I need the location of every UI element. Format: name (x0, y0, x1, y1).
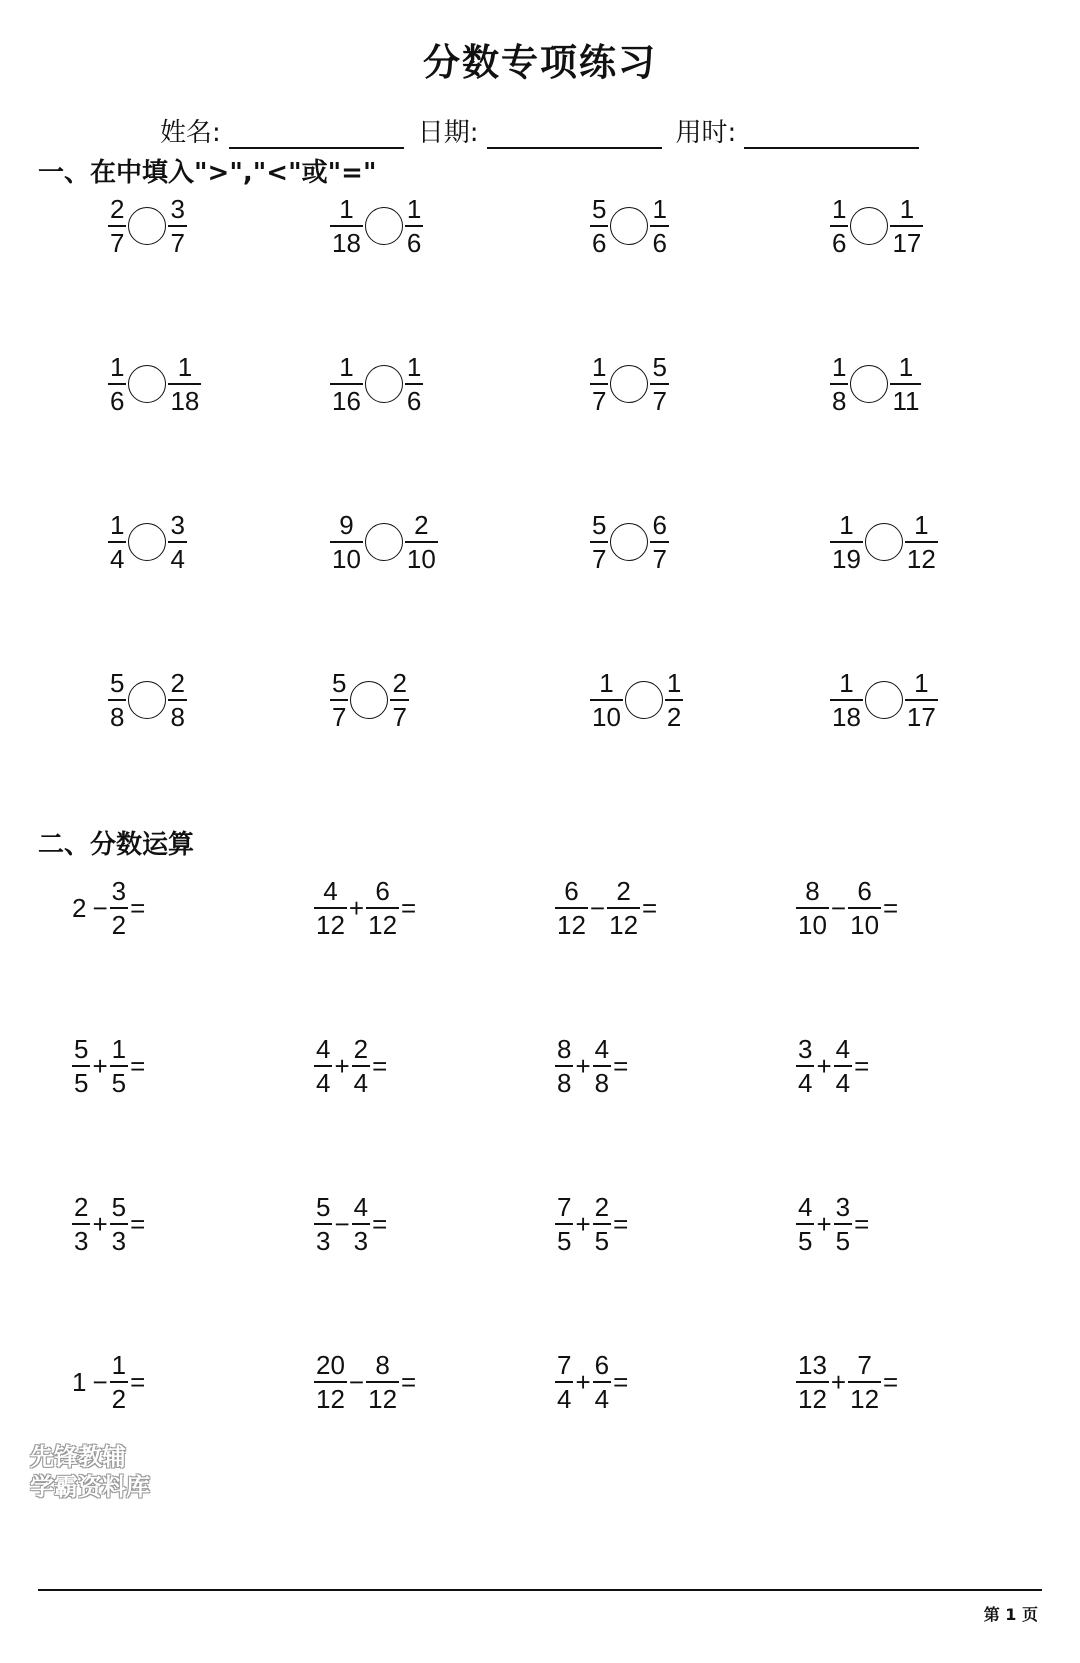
calculation-item (796, 878, 900, 938)
operator: + (334, 1050, 350, 1081)
footer-divider (38, 1589, 1042, 1591)
date-blank[interactable] (487, 123, 662, 149)
comparison-item (108, 670, 187, 730)
left-fraction (590, 512, 608, 572)
first-fraction (555, 1036, 573, 1096)
numerator: 8 (375, 1350, 390, 1380)
numerator: 6 (652, 510, 667, 540)
second-fraction (352, 1194, 370, 1254)
comparison-item (330, 354, 423, 414)
denominator: 7 (170, 228, 185, 258)
second-fraction (607, 878, 640, 938)
denominator: 12 (609, 910, 639, 940)
left-fraction (108, 670, 126, 730)
numerator: 1 (111, 1350, 127, 1380)
numerator: 4 (798, 1192, 813, 1222)
watermark (30, 1442, 150, 1502)
operator: + (816, 1208, 832, 1239)
right-fraction (168, 512, 186, 572)
answer-circle[interactable] (850, 365, 888, 403)
numerator: 5 (110, 668, 125, 698)
numerator: 1 (839, 668, 854, 698)
denominator: 19 (832, 544, 861, 574)
first-fraction (555, 1352, 573, 1412)
denominator: 12 (368, 1384, 398, 1414)
operator: − (830, 892, 847, 923)
equals-sign: = (130, 892, 146, 923)
operator: + (348, 892, 365, 923)
numerator: 2 (110, 194, 125, 224)
comparison-item (108, 512, 187, 572)
calculation-item (314, 1352, 418, 1412)
denominator: 7 (652, 544, 667, 574)
right-fraction (168, 354, 201, 414)
student-info-row (160, 112, 933, 149)
denominator: 3 (316, 1226, 331, 1256)
numerator: 1 (406, 194, 422, 224)
left-fraction (590, 354, 608, 414)
numerator: 5 (592, 510, 607, 540)
denominator: 2 (111, 910, 127, 940)
numerator: 2 (414, 510, 429, 540)
first-fraction (72, 1194, 90, 1254)
right-fraction (405, 354, 423, 414)
answer-circle[interactable] (128, 681, 166, 719)
denominator: 3 (111, 1226, 127, 1256)
comparison-item (108, 354, 201, 414)
comparison-item (330, 196, 423, 256)
first-fraction (555, 878, 588, 938)
numerator: 4 (835, 1034, 851, 1064)
denominator: 4 (353, 1068, 369, 1098)
comparison-item (108, 196, 187, 256)
numerator: 1 (599, 668, 614, 698)
denominator: 11 (892, 386, 920, 416)
denominator: 10 (850, 910, 880, 940)
first-fraction (796, 1036, 814, 1096)
equals-sign: = (613, 1208, 629, 1239)
equals-sign: = (130, 1366, 146, 1397)
numerator: 20 (316, 1350, 345, 1380)
numerator: 1 (914, 510, 929, 540)
right-fraction (890, 196, 923, 256)
watermark-line1: 先锋教辅 (30, 1443, 126, 1471)
equals-sign: = (642, 892, 658, 923)
second-fraction (366, 1352, 399, 1412)
denominator: 5 (557, 1226, 572, 1256)
second-fraction (110, 1194, 128, 1254)
denominator: 5 (798, 1226, 813, 1256)
name-label: 姓名: (160, 118, 221, 148)
second-fraction (834, 1194, 852, 1254)
equals-sign: = (401, 1366, 417, 1397)
calculation-item (796, 1194, 871, 1254)
second-fraction (110, 1352, 128, 1412)
denominator: 8 (594, 1068, 610, 1098)
numerator: 2 (616, 876, 631, 906)
second-fraction (110, 1036, 128, 1096)
first-fraction (314, 878, 347, 938)
denominator: 17 (906, 702, 936, 732)
answer-circle[interactable] (350, 681, 388, 719)
operator: − (348, 1366, 365, 1397)
denominator: 5 (835, 1226, 851, 1256)
left-fraction (830, 196, 848, 256)
numerator: 3 (111, 876, 127, 906)
right-fraction (650, 512, 668, 572)
denominator: 10 (332, 544, 361, 574)
numerator: 5 (592, 194, 607, 224)
whole-number: 1 (72, 1366, 87, 1397)
calculation-item (72, 1194, 147, 1254)
denominator: 5 (594, 1226, 610, 1256)
answer-circle[interactable] (365, 207, 403, 245)
operator: + (830, 1366, 847, 1397)
denominator: 16 (332, 386, 361, 416)
first-fraction (314, 1352, 347, 1412)
answer-circle[interactable] (610, 365, 648, 403)
answer-circle[interactable] (128, 523, 166, 561)
denominator: 3 (74, 1226, 89, 1256)
denominator: 5 (74, 1068, 89, 1098)
comparison-item (590, 354, 669, 414)
right-fraction (390, 670, 408, 730)
comparison-item (830, 196, 923, 256)
denominator: 7 (392, 702, 407, 732)
page-title: 分数专项练习 (423, 41, 657, 84)
numerator: 4 (353, 1192, 369, 1222)
denominator: 4 (594, 1384, 610, 1414)
numerator: 5 (652, 352, 667, 382)
calculation-item (555, 1036, 630, 1096)
operator: + (575, 1208, 591, 1239)
denominator: 18 (332, 228, 361, 258)
time-blank[interactable] (744, 123, 919, 149)
denominator: 12 (316, 910, 345, 940)
answer-circle[interactable] (610, 207, 648, 245)
numerator: 3 (170, 510, 185, 540)
calculation-item (314, 878, 418, 938)
answer-circle[interactable] (365, 523, 403, 561)
name-blank[interactable] (229, 123, 404, 149)
second-fraction (848, 878, 881, 938)
numerator: 4 (316, 1034, 331, 1064)
left-fraction (330, 354, 363, 414)
second-fraction (593, 1194, 611, 1254)
operator: + (575, 1050, 591, 1081)
denominator: 7 (110, 228, 125, 258)
equals-sign: = (613, 1366, 629, 1397)
equals-sign: = (372, 1208, 388, 1239)
time-label: 用时: (675, 118, 737, 148)
numerator: 2 (392, 668, 407, 698)
denominator: 10 (592, 702, 621, 732)
denominator: 7 (332, 702, 347, 732)
numerator: 8 (557, 1034, 572, 1064)
first-fraction (314, 1036, 332, 1096)
right-fraction (665, 670, 683, 730)
second-fraction (366, 878, 399, 938)
answer-circle[interactable] (850, 207, 888, 245)
equals-sign: = (613, 1050, 629, 1081)
answer-circle[interactable] (365, 365, 403, 403)
numerator: 7 (557, 1350, 572, 1380)
denominator: 17 (892, 228, 922, 258)
denominator: 6 (832, 228, 847, 258)
right-fraction (905, 670, 938, 730)
first-fraction (796, 1194, 814, 1254)
right-fraction (650, 196, 668, 256)
calculation-item (72, 1036, 147, 1096)
name-field[interactable] (160, 112, 404, 149)
left-fraction (590, 670, 623, 730)
whole-number: 2 (72, 892, 87, 923)
denominator: 8 (832, 386, 847, 416)
answer-circle[interactable] (128, 365, 166, 403)
operator: + (575, 1366, 591, 1397)
second-fraction (834, 1036, 852, 1096)
denominator: 18 (170, 386, 200, 416)
date-field[interactable] (418, 112, 662, 149)
answer-circle[interactable] (610, 523, 648, 561)
left-fraction (330, 512, 363, 572)
first-fraction (796, 1352, 829, 1412)
operator: − (92, 1366, 108, 1397)
date-label: 日期: (417, 118, 479, 148)
denominator: 6 (406, 228, 422, 258)
numerator: 1 (110, 510, 125, 540)
numerator: 1 (177, 352, 193, 382)
comparison-item (830, 354, 921, 414)
first-fraction (555, 1194, 573, 1254)
numerator: 1 (652, 194, 667, 224)
numerator: 8 (805, 876, 820, 906)
calculation-item (72, 1352, 147, 1412)
second-fraction (352, 1036, 370, 1096)
second-fraction (593, 1036, 611, 1096)
equals-sign: = (854, 1208, 870, 1239)
right-fraction (890, 354, 921, 414)
denominator: 2 (111, 1384, 127, 1414)
left-fraction (330, 670, 348, 730)
equals-sign: = (401, 892, 417, 923)
denominator: 7 (652, 386, 667, 416)
equals-sign: = (130, 1208, 146, 1239)
calculation-item (555, 878, 659, 938)
numerator: 7 (857, 1350, 872, 1380)
left-fraction (830, 354, 848, 414)
comparison-item (590, 196, 669, 256)
section2-title: 二、分数运算 (38, 830, 195, 860)
denominator: 4 (557, 1384, 572, 1414)
denominator: 12 (316, 1384, 345, 1414)
answer-circle[interactable] (625, 681, 663, 719)
numerator: 1 (592, 352, 607, 382)
left-fraction (590, 196, 608, 256)
numerator: 1 (111, 1034, 127, 1064)
page-number: 第 1 页 (983, 1605, 1038, 1624)
numerator: 1 (406, 352, 422, 382)
denominator: 3 (353, 1226, 369, 1256)
time-field[interactable] (676, 112, 920, 149)
left-fraction (108, 196, 126, 256)
right-fraction (405, 196, 423, 256)
equals-sign: = (372, 1050, 388, 1081)
numerator: 1 (339, 352, 354, 382)
numerator: 2 (353, 1034, 369, 1064)
second-fraction (593, 1352, 611, 1412)
denominator: 8 (170, 702, 185, 732)
comparison-item (330, 670, 409, 730)
first-fraction (72, 1036, 90, 1096)
left-fraction (330, 196, 363, 256)
answer-circle[interactable] (128, 207, 166, 245)
denominator: 8 (557, 1068, 572, 1098)
right-fraction (650, 354, 668, 414)
denominator: 4 (798, 1068, 813, 1098)
operator: − (334, 1208, 350, 1239)
numerator: 4 (323, 876, 338, 906)
comparison-item (590, 670, 683, 730)
answer-circle[interactable] (865, 523, 903, 561)
denominator: 12 (850, 1384, 880, 1414)
comparison-item (830, 670, 938, 730)
operator: + (816, 1050, 832, 1081)
right-fraction (168, 196, 186, 256)
watermark-line2: 学霸资料库 (30, 1473, 150, 1501)
calculation-item (555, 1352, 630, 1412)
denominator: 4 (835, 1068, 851, 1098)
denominator: 4 (110, 544, 125, 574)
first-fraction (796, 878, 829, 938)
numerator: 9 (339, 510, 354, 540)
numerator: 6 (857, 876, 872, 906)
calculation-item (314, 1194, 389, 1254)
right-fraction (905, 512, 938, 572)
operator: + (92, 1050, 108, 1081)
operator: − (92, 892, 108, 923)
numerator: 1 (666, 668, 682, 698)
denominator: 6 (110, 386, 125, 416)
denominator: 4 (316, 1068, 331, 1098)
denominator: 6 (652, 228, 667, 258)
numerator: 2 (74, 1192, 89, 1222)
numerator: 1 (914, 668, 929, 698)
calculation-item (72, 878, 147, 938)
numerator: 5 (332, 668, 347, 698)
left-fraction (830, 670, 863, 730)
denominator: 7 (592, 386, 607, 416)
denominator: 12 (557, 910, 586, 940)
denominator: 12 (798, 1384, 827, 1414)
equals-sign: = (883, 892, 899, 923)
numerator: 1 (832, 194, 847, 224)
denominator: 7 (592, 544, 607, 574)
equals-sign: = (854, 1050, 870, 1081)
denominator: 6 (406, 386, 422, 416)
left-fraction (108, 354, 126, 414)
denominator: 18 (832, 702, 861, 732)
denominator: 10 (798, 910, 827, 940)
second-fraction (848, 1352, 881, 1412)
numerator: 3 (170, 194, 185, 224)
comparison-item (330, 512, 438, 572)
numerator: 1 (110, 352, 125, 382)
equals-sign: = (130, 1050, 146, 1081)
numerator: 5 (74, 1034, 89, 1064)
numerator: 6 (594, 1350, 610, 1380)
calculation-item (555, 1194, 630, 1254)
equals-sign: = (883, 1366, 899, 1397)
numerator: 5 (111, 1192, 127, 1222)
operator: + (92, 1208, 108, 1239)
numerator: 3 (835, 1192, 851, 1222)
denominator: 2 (666, 702, 682, 732)
numerator: 1 (898, 352, 914, 382)
numerator: 7 (557, 1192, 572, 1222)
denominator: 8 (110, 702, 125, 732)
denominator: 6 (592, 228, 607, 258)
numerator: 1 (899, 194, 915, 224)
numerator: 4 (594, 1034, 610, 1064)
numerator: 2 (594, 1192, 610, 1222)
calculation-item (796, 1036, 871, 1096)
numerator: 1 (839, 510, 854, 540)
numerator: 5 (316, 1192, 331, 1222)
numerator: 2 (170, 668, 185, 698)
numerator: 3 (798, 1034, 813, 1064)
comparison-item (830, 512, 938, 572)
operator: − (589, 892, 606, 923)
denominator: 12 (368, 910, 398, 940)
numerator: 1 (339, 194, 354, 224)
numerator: 13 (798, 1350, 827, 1380)
left-fraction (830, 512, 863, 572)
numerator: 6 (564, 876, 579, 906)
denominator: 10 (406, 544, 436, 574)
denominator: 12 (906, 544, 936, 574)
left-fraction (108, 512, 126, 572)
section1-title: 一、在中填入">","<"或"=" (38, 158, 377, 188)
calculation-item (314, 1036, 389, 1096)
right-fraction (168, 670, 186, 730)
right-fraction (405, 512, 438, 572)
denominator: 4 (170, 544, 185, 574)
numerator: 1 (832, 352, 847, 382)
denominator: 5 (111, 1068, 127, 1098)
numerator: 6 (375, 876, 390, 906)
first-fraction (314, 1194, 332, 1254)
calculation-item (796, 1352, 900, 1412)
comparison-item (590, 512, 669, 572)
answer-circle[interactable] (865, 681, 903, 719)
second-fraction (110, 878, 128, 938)
